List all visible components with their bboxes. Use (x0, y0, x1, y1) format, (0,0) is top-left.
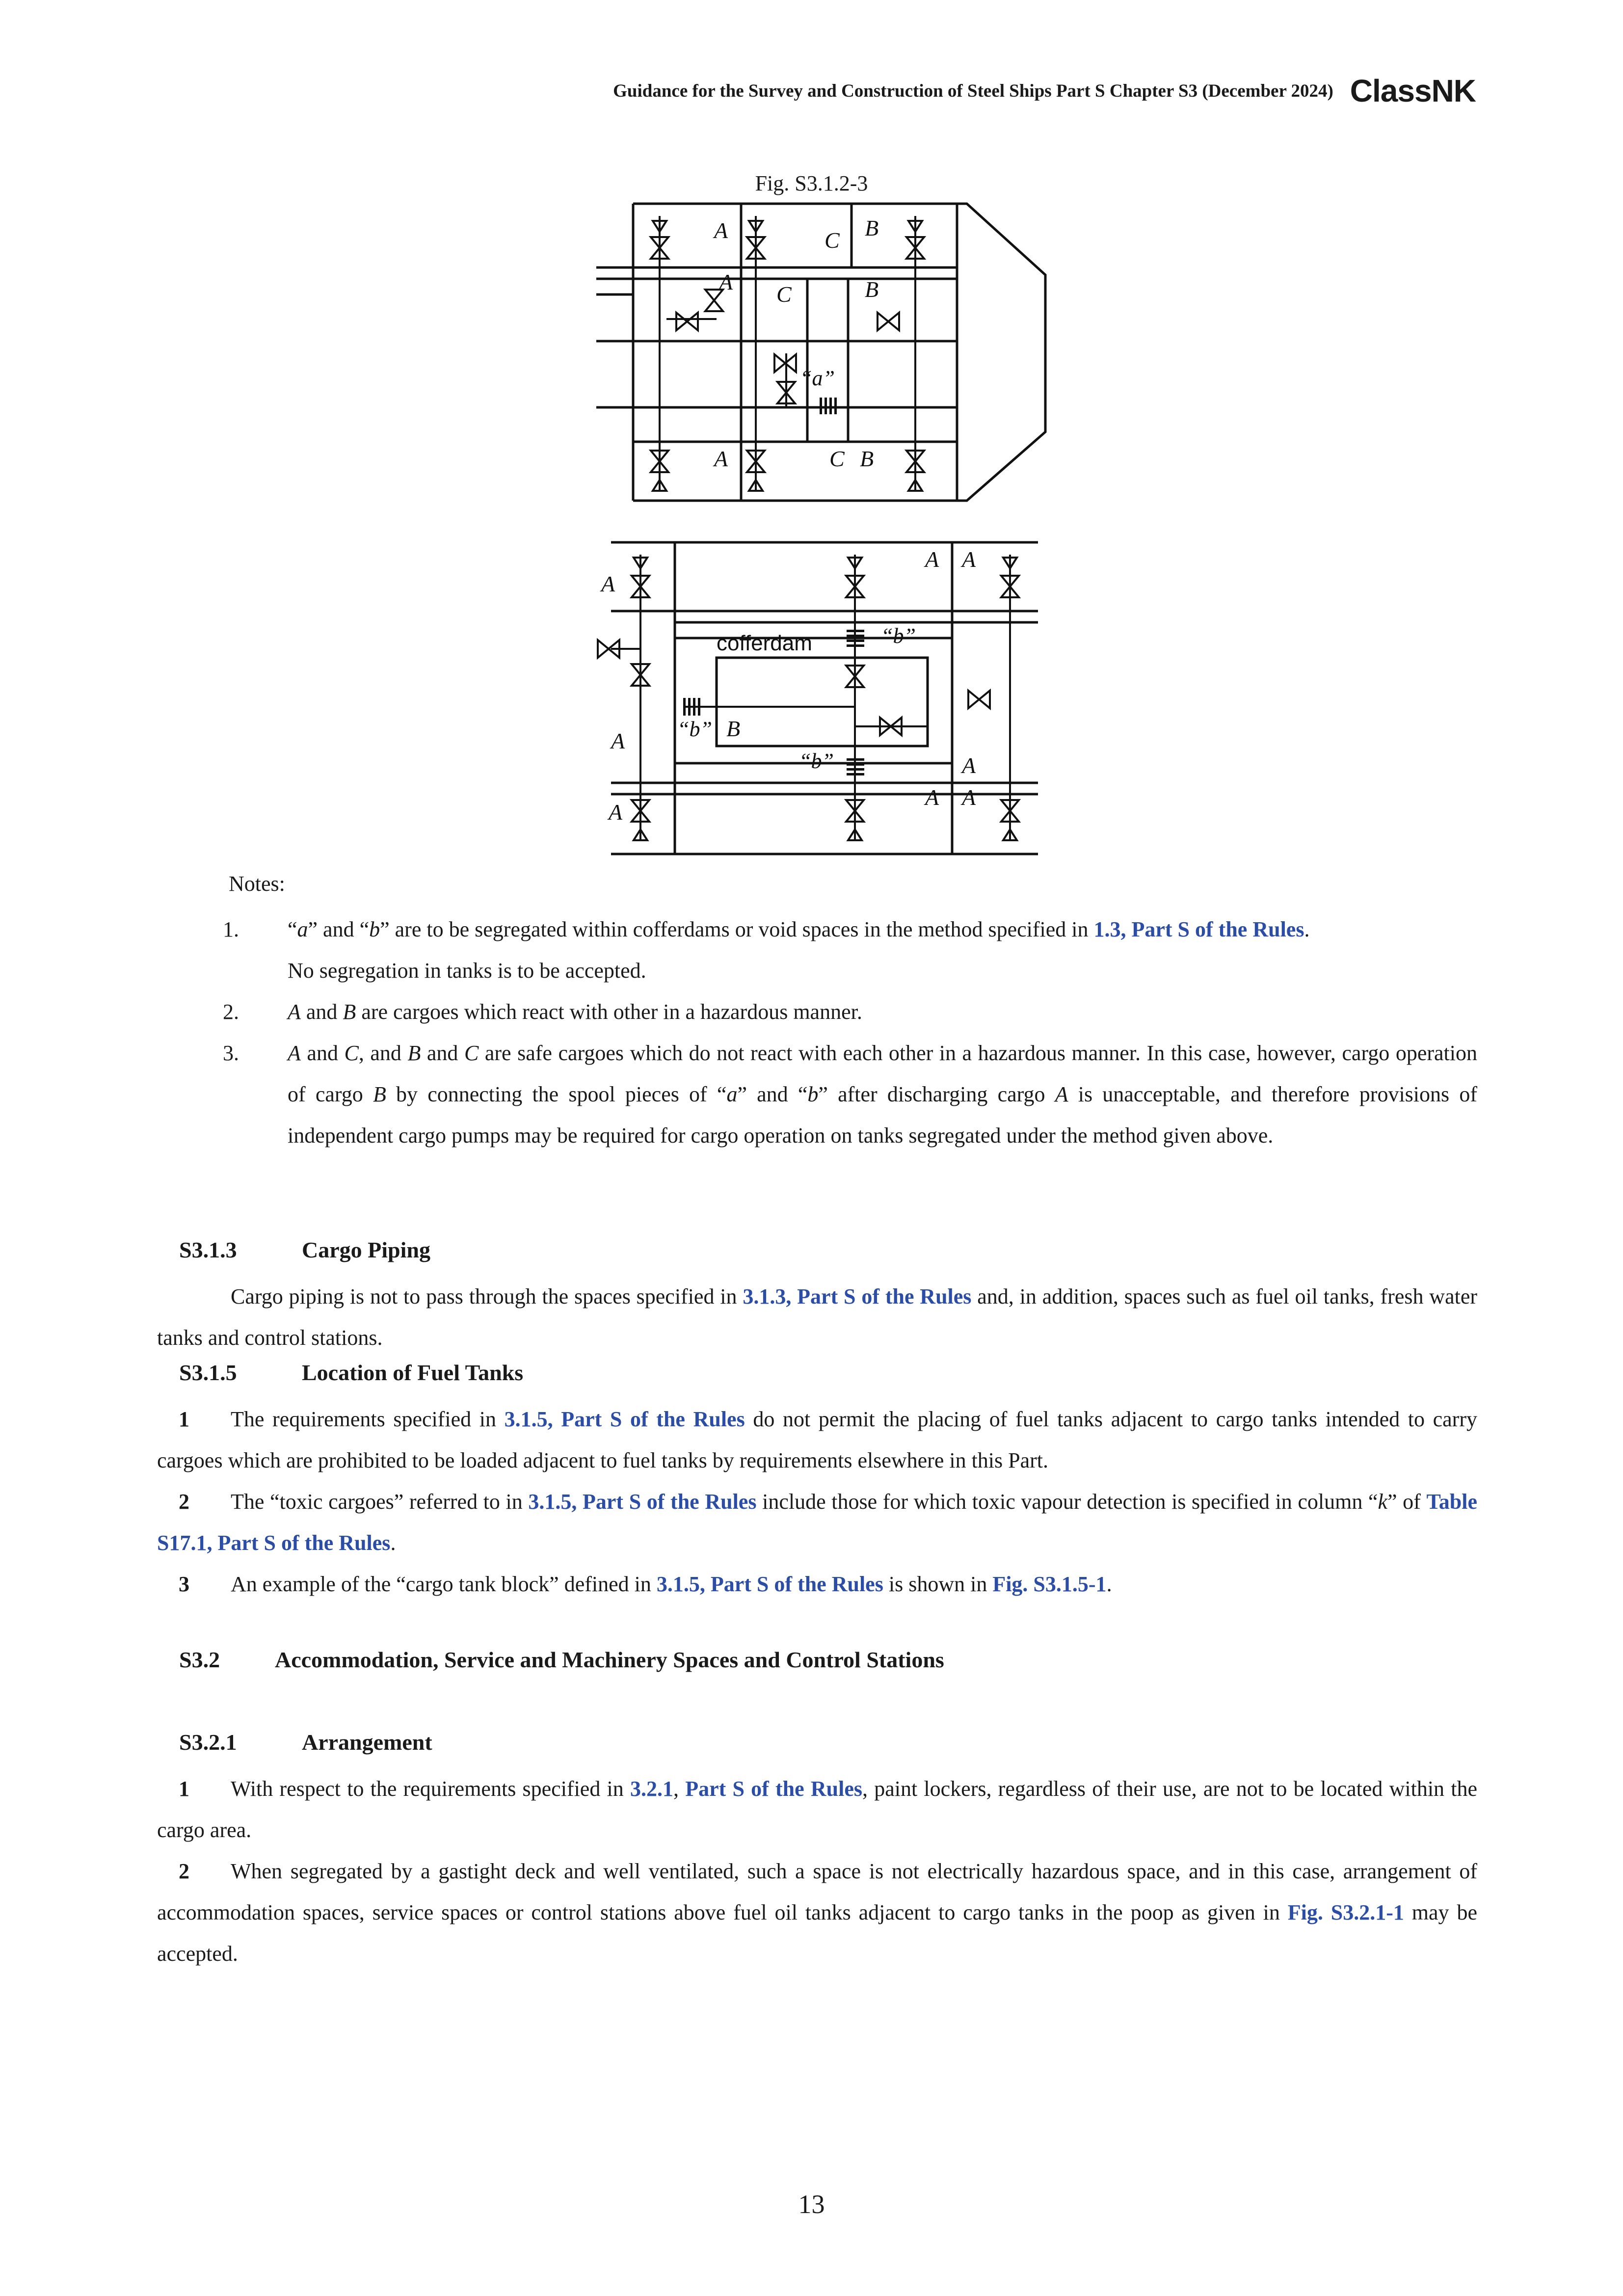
label-a: A (611, 728, 625, 753)
label-a: A (925, 547, 939, 572)
label-a: A (609, 800, 623, 825)
note-number: 1. (223, 917, 239, 941)
top-valves (651, 221, 924, 491)
label-c: C (776, 282, 792, 307)
spool-b-label: “b” (881, 624, 916, 648)
section-number: S3.2.1 (179, 1730, 237, 1755)
section-title: Accommodation, Service and Machinery Spaces and Control Stations (275, 1647, 944, 1672)
section-title: Cargo Piping (302, 1237, 430, 1262)
cofferdam-label: cofferdam (717, 631, 812, 655)
section-heading (179, 1237, 430, 1263)
section-heading (179, 1647, 944, 1673)
section-heading (179, 1729, 432, 1755)
label-c: C (829, 446, 845, 471)
bottom-valves (598, 558, 1019, 840)
page-number: 13 (798, 2189, 825, 2219)
section-number: S3.1.5 (179, 1360, 237, 1385)
label-a: A (962, 547, 976, 572)
label-a: A (962, 785, 976, 810)
label-b: B (865, 277, 879, 302)
label-a: A (719, 269, 733, 294)
note-1: 1. “a” and “b” are to be segregated within cofferdams or void spaces in the method specified in 1.3, Part S of the Rules. No segregation in tanks is to be accepted. (255, 909, 1477, 991)
label-b: B (860, 446, 874, 471)
paragraph-2: 2 When segregated by a gastight deck and well ventilated, such a space is not electrically hazardous space, and in this case, arrangement of accommodation spaces, service spaces or control stations above fuel oil tanks adjacent to cargo tanks in the poop as given in Fig. S3.2.1-1 may be accepted. (157, 1859, 1477, 1966)
paragraph-3: 3 An example of the “cargo tank block” defined in 3.1.5, Part S of the Rules is shown in Fig. S3.1.5-1. (179, 1572, 1112, 1596)
spool-a-label: “a” (800, 366, 835, 390)
rule-link[interactable]: Part S of the Rules (685, 1777, 863, 1801)
segregation-diagram (0, 0, 1623, 864)
paragraph-1: 1 The requirements specified in 3.1.5, Part S of the Rules do not permit the placing of fuel tanks adjacent to cargo tanks intended to carry cargoes which are prohibited to be loaded adjacent to fuel tanks by requirements elsewhere in this Part. (157, 1407, 1477, 1472)
header-title: Guidance for the Survey and Construction of Steel Ships Part S Chapter S3 (December 2024) (613, 80, 1333, 101)
spool-b-label: “b” (677, 717, 712, 741)
section-heading (179, 1360, 523, 1386)
paragraph-2: 2 The “toxic cargoes” referred to in 3.1.5, Part S of the Rules include those for which toxic vapour detection is specified in column “k” of Table S17.1, Part S of the Rules. (157, 1490, 1477, 1555)
figure-link[interactable]: Fig. S3.1.5-1 (992, 1572, 1107, 1596)
rule-link[interactable]: 3.1.5, Part S of the Rules (504, 1407, 745, 1431)
notes-label: Notes: (229, 872, 285, 896)
note-3: 3. A and C, and B and C are safe cargoes which do not react with each other in a hazardous manner. In this case, however, cargo operation of cargo B by connecting the spool pieces of “a” and “b” after discharging cargo A is unacceptable, and therefore provisions of independent cargo pumps may be required for cargo operation on tanks segregated under the method given above. (255, 1033, 1477, 1156)
rule-link[interactable]: 1.3, Part S of the Rules (1093, 917, 1304, 941)
classnk-logo: ClassNK (1350, 73, 1476, 108)
rule-link[interactable]: 3.2.1 (630, 1777, 673, 1801)
paragraph: Cargo piping is not to pass through the spaces specified in 3.1.3, Part S of the Rules and, in addition, spaces such as fuel oil tanks, fresh water tanks and control stations. (157, 1284, 1478, 1350)
table-link[interactable]: Table S17.1, Part S of the Rules (157, 1490, 1477, 1555)
paragraph-1: 1 With respect to the requirements specified in 3.2.1, Part S of the Rules, paint lockers, regardless of their use, are not to be located within the cargo area. (157, 1777, 1478, 1842)
note-2: 2. A and B are cargoes which react with other in a hazardous manner. (255, 991, 1477, 1033)
label-a: A (714, 218, 728, 243)
note-number: 2. (223, 1000, 239, 1024)
top-labels (713, 215, 878, 471)
rule-link[interactable]: 3.1.5, Part S of the Rules (656, 1572, 883, 1596)
label-b: B (865, 215, 879, 240)
rule-link[interactable]: 3.1.3, Part S of the Rules (743, 1284, 972, 1308)
label-a: A (714, 446, 728, 471)
rule-link[interactable]: 3.1.5, Part S of the Rules (528, 1490, 757, 1514)
section-number: S3.2 (179, 1647, 220, 1672)
label-c: C (825, 228, 840, 253)
section-number: S3.1.3 (179, 1237, 237, 1262)
label-a: A (601, 571, 615, 596)
label-b: B (726, 716, 741, 741)
figure-title: Fig. S3.1.2-3 (755, 171, 868, 195)
spool-b-label: “b” (799, 749, 834, 773)
figure-link[interactable]: Fig. S3.2.1-1 (1287, 1900, 1404, 1924)
section-title: Location of Fuel Tanks (302, 1360, 524, 1385)
label-a: A (925, 785, 939, 810)
label-a: A (962, 753, 976, 778)
section-title: Arrangement (302, 1730, 432, 1755)
note-number: 3. (223, 1041, 239, 1065)
